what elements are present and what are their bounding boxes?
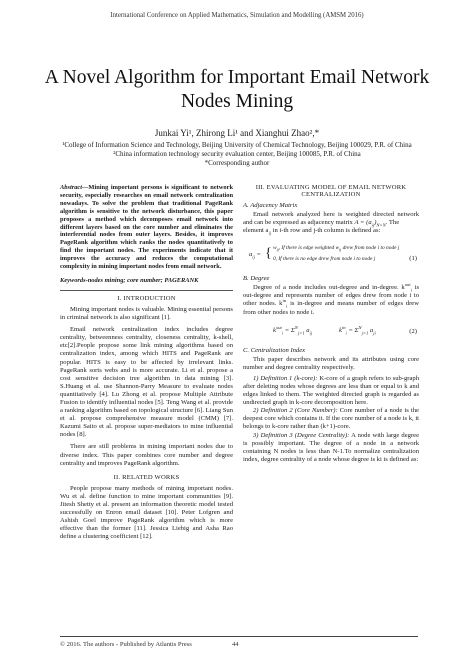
footer-divider [60,636,418,637]
eq1-case1-text3: drew from node i to node j [341,245,400,252]
definition-1-label: 1) Definition 1 (k-core): [253,374,318,382]
affiliation-1: ¹College of Information Science and Technology, Beijing University of Chemical Technology, Beijing 100029, P.R. of China [62,141,412,149]
eq1-lhs: $a_{ij}$ = [249,251,261,260]
degree-text-1: Degree of a node includes out-degree and in-degree. k [253,284,405,292]
degree-sup-in: in [282,298,287,304]
abstract-label: Abstract [60,184,83,191]
eq2-k-out-sup: out [275,324,282,330]
eq2-k-out-sub: i [281,329,284,335]
subsection-adjacency-matrix: A. Adjacency Matrix [243,202,298,209]
degree-text-3: is in-degree and means number of edges drew from other nodes to node i. [243,300,419,316]
conference-header: International Conference on Applied Mathematics, Simulation and Modelling (AMSM 2016) [110,12,364,19]
eq1-w-sub: ij [276,248,279,253]
definition-1 [243,375,419,407]
element-definition [243,227,419,235]
definition-3-text: A node with large degree is possibly important. The degree of a node in a network containing N nodes is less than N-1.To normalize centralization index, degree centrality of a node whose degree is ki is defined as: [243,431,419,463]
eq2-out-degree [273,324,313,335]
abstract-text: —Mining important persons is significant to network security, especially researches on email network centralization nowadays. To solve the problem that traditional PageRank algorithm is sensitive to the network disturbance, this paper proposes a method which decomposes email network into different layers based on the core number and eliminates the interferential nodes from outer layers. Besides, it improves PageRank algorithm which ranks the nodes quantitatively to find the important nodes. The experiments indicate that it improves the accuracy and reduces the computational complexity in mining important nodes from email network. [60,184,233,271]
eq1-lhs-symbol: a [249,251,253,259]
adjacency-tail: . The [385,219,400,227]
page-number: 44 [232,641,239,648]
eq2-term-2-sub: ji [373,329,376,335]
left-column [60,184,233,541]
eq2-sum-2-lower: j=1 [361,329,369,335]
related-works-paragraph: People propose many methods of mining important nodes. Wu et al. define function to mine important communities [9]. Jitesh Shetty et al. present an information theoretic model tested successfully on Enron email dataset [10]. Peter Lofgren and Ashish Goel improve PageRank algorithm which is more effective than the former [11]. Jessica Liebig and Asha Rao define a clustering coefficient [12]. [60,484,233,541]
eq1-case-2: 0, If there is no edge drew from node i to node j [273,256,376,263]
element-text: element a [243,227,269,235]
keywords-text: nodes mining; core number; PAGERANK [87,276,199,284]
definition-3-label: 3) Definition 3 (Degree Centrality): [253,431,350,439]
definition-3 [243,432,419,464]
eq2-term-1: a [304,326,310,334]
math-a: A = (a [354,219,372,227]
keywords [60,277,233,284]
eq2-term-1-sub: ij [309,329,313,335]
eq2-sum-2: = Σ [346,326,359,334]
eq1-number: (1) [409,255,417,263]
eq2-k-out: k [273,326,276,334]
eq1-lhs-sub: ij [252,254,255,260]
adjacency-text: Email network analyzed here is weighted directed network and can be expressed as adjacency matrix [243,211,419,227]
math-dim: N×N [376,222,386,228]
eq2-term-2: a [368,326,374,334]
footer-copyright: © 2016. The authors - Published by Atlantis Press [60,641,192,648]
element-tail: in i-th row and j-th column is defined as: [271,227,381,235]
eq2-number: (2) [409,327,417,335]
subsection-centralization-index: C. Centralization Index [243,346,306,354]
definition-2-text: Core number of a node is the deepest core which contains it. If the core number of a node is k, it belongs to k-core rather than (k+1)-core. [243,407,419,431]
element-sub: ij [268,230,272,236]
degree-paragraph [243,284,419,316]
intro-paragraph-2: Email network centralization index includes degree centrality, betweenness centrality, closeness centrality, k-shell, etc[2].People propose some link mining algorithms based on centralization index, among which HITS and PageRank are popular. HITS is easy to be affected by irrelevant links. PageRank sorts webs and is more accurate. Li et al. propose a cost sensitive decision tree algorithm in data mining [3]. S.Huang et al. use Shannon-Parry Measure to evaluate nodes quantitatively [4]. Lu Zhong et al. propose Multiple Attribute Fusion to identify influential nodes [5]. Teng Wang et al. provide a ranking algorithm based on topological structure [6]. Liang Sun et al. propose comprehensive measure model (CMM) [7]. Kazumi Saito et al. propose super-mediators to mine influential nodes [8]. [60,326,233,439]
section-heading-introduction: I. INTRODUCTION [117,294,176,302]
authors: Junkai Yi¹, Zhirong Li¹ and Xianghui Zhao²,* [154,128,320,138]
degree-text-2: is out-degree and represents number of edges drew from node i to other nodes. k [243,284,420,308]
math-a-sub: ij [371,222,375,228]
section-heading-related-works: II. RELATED WORKS [113,473,180,481]
eq1-brace: { [265,246,272,262]
eq2-sum-1: = Σ [283,326,295,334]
degree-sub-i-2: i [286,303,288,309]
subsection-degree: B. Degree [243,275,270,283]
eq1-case-1 [273,245,399,251]
eq2-sum-1-lower: j=1 [297,329,305,335]
eq2-sum-2-upper: N [358,324,362,330]
eq1-w: w [273,245,277,252]
equation-2 [243,323,419,343]
definition-1-text: K-core of a graph refers to sub-graph after deleting nodes whose degrees are less than or equal to k and edges linked to them. The weighted directed graph is regarded as undirected graph in k-core decomposition here. [243,374,420,407]
degree-sup-out: out [404,282,411,288]
eq2-k-in-sub: i [345,329,347,335]
eq1-case1-sub2: ij [339,248,342,253]
paper-title: A Novel Algorithm for Important Email Network Nodes Mining [44,67,430,112]
section-heading-evaluating-model-line2: CENTRALIZATION [301,191,361,198]
affiliation-2: ²China information technology security evaluation center, Beijing 100085, P.R. of China [113,150,361,158]
keywords-divider [60,290,233,291]
section-heading-evaluating-model-line1: III. EVALUATING MODEL OF EMAIL NETWORK [255,184,407,191]
definition-2 [243,407,419,431]
eq2-k-in: k [339,326,342,334]
intro-paragraph-1: Mining important nodes is valuable. Mining essential persons in criminal network is also significant [1]. [60,305,233,322]
adjacency-paragraph [243,211,419,227]
adjacency-math [355,219,386,226]
corresponding-author-note: *Corresponding author [204,159,270,167]
eq2-sum-1-upper: N [294,324,298,330]
right-column [243,184,419,464]
definition-2-label: 2) Definition 2 (Core Number): [253,407,338,415]
abstract [60,184,233,271]
degree-sub-i: i [410,287,412,293]
eq1-case1-text: , If there is edge weighted w [278,245,340,252]
math-a-end: ) [374,219,377,227]
equation-1 [243,243,419,271]
keywords-label: Keywords- [60,276,88,284]
centralization-paragraph: This paper describes network and its attributes using core number and degree centrality respectively. [243,355,419,371]
intro-paragraph-3: There are still problems in mining important nodes due to diverse index. This paper combines core number and degree centrality and improves PageRank algorithm. [60,443,233,467]
eq2-in-degree [339,324,376,335]
eq2-k-in-sup: in [341,324,346,330]
